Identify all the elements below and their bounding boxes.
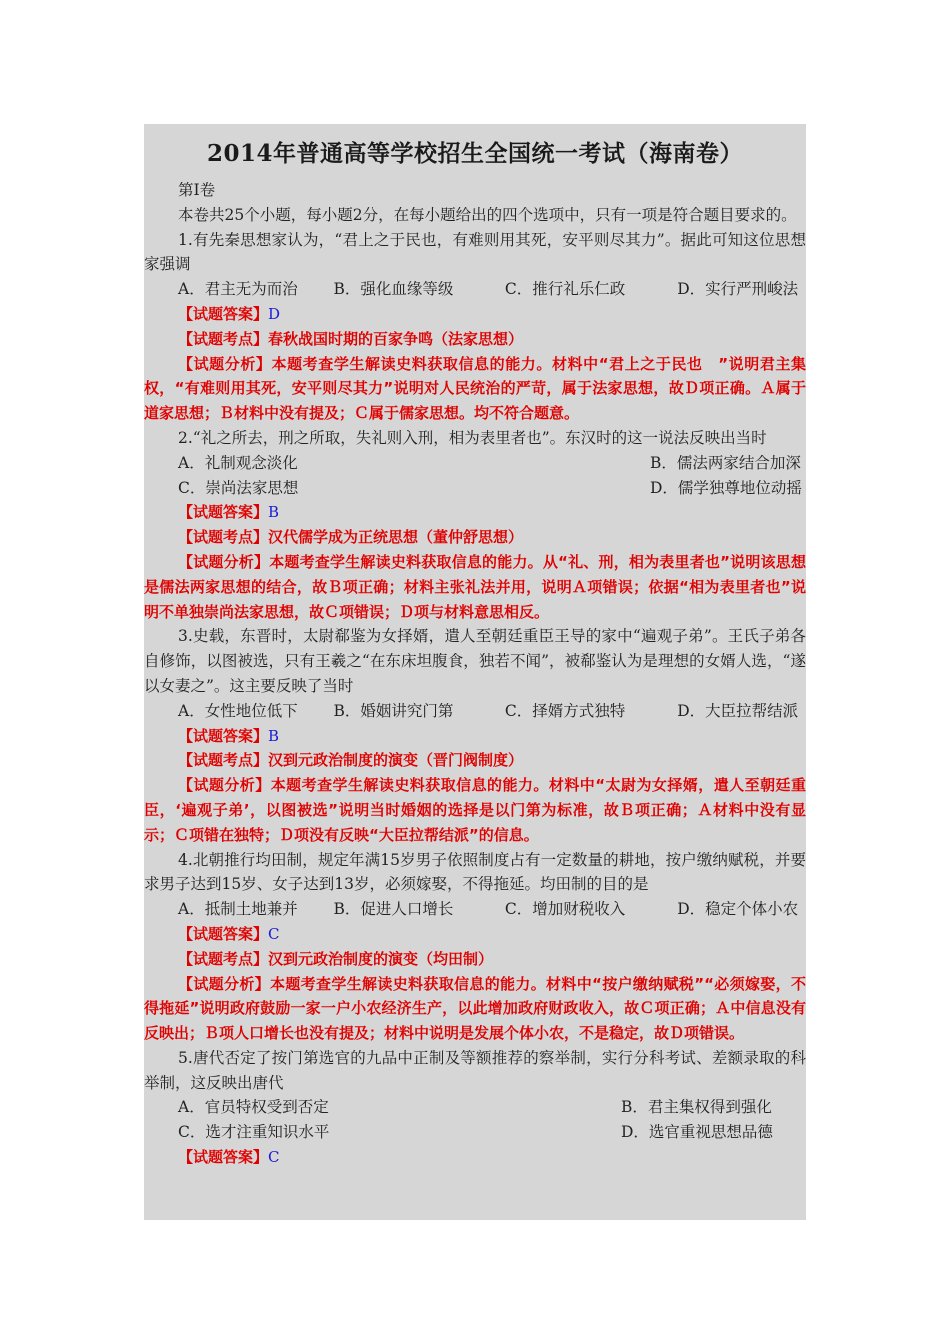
- answer-label: 【试题答案】: [178, 726, 269, 745]
- point-value: 春秋战国时期的百家争鸣（法家思想）: [268, 329, 524, 348]
- options-row: [144, 476, 806, 501]
- analysis-paragraph: [144, 972, 806, 1046]
- question-stem: 1.有先秦思想家认为，“君上之于民也，有难则用其死，安平则尽其力”。据此可知这位思想家强调: [144, 230, 806, 274]
- point-label: 【试题考点】: [178, 751, 269, 770]
- analysis-paragraph: [144, 550, 806, 624]
- point-value: 汉到元政治制度的演变（均田制）: [268, 949, 494, 968]
- options-row: [144, 277, 806, 302]
- analysis-text: 本题考查学生解读史料获取信息的能力。材料中“君上之于民也 ”说明君主集权，“有难则用其死，安平则尽其力”说明对人民统治的严苛，属于法家思想，故Ｄ项正确。Ａ属于道家思想；Ｂ材料中没有提及；Ｃ属于儒家思想。均不符合题意。: [144, 354, 806, 423]
- option-b: B．儒法两家结合加深: [650, 453, 801, 472]
- analysis-label: 【试题分析】: [178, 974, 271, 993]
- answer-value: C: [268, 924, 280, 943]
- answer-label: 【试题答案】: [178, 1148, 269, 1167]
- answer-value: C: [268, 1148, 280, 1167]
- analysis-text: 本题考查学生解读史料获取信息的能力。材料中“太尉为女择婿，遣人至朝廷重臣，‘遍观子弟’，以图被选”说明当时婚姻的选择是以门第为标准，故Ｂ项正确；Ａ材料中没有显示；Ｃ项错在独特；Ｄ项没有反映“大臣拉帮结派”的信息。: [144, 776, 806, 844]
- options-row: [144, 1095, 806, 1120]
- answer-label: 【试题答案】: [178, 503, 269, 522]
- option-c: C．选才注重知识水平: [178, 1123, 330, 1142]
- answer-value: B: [268, 503, 280, 522]
- point-line: [144, 525, 806, 550]
- analysis-paragraph: [144, 773, 806, 847]
- document-page: [144, 124, 806, 1220]
- option-d: D．稳定个体小农: [677, 900, 799, 919]
- option-d: D．选官重视思想品德: [621, 1123, 773, 1142]
- option-c: C．增加财税收入: [504, 900, 626, 919]
- option-b: B．婚姻讲究门第: [333, 701, 454, 720]
- point-value: 汉代儒学成为正统思想（董仲舒思想）: [268, 528, 524, 547]
- option-b: B．促进人口增长: [333, 900, 454, 919]
- intro-paragraph: 本卷共25个小题，每小题2分，在每小题给出的四个选项中，只有一项是符合题目要求的。: [178, 205, 797, 224]
- option-d: D．实行严刑峻法: [677, 280, 799, 299]
- question-stem: 2.“礼之所去，刑之所取，失礼则入刑，相为表里者也”。东汉时的这一说法反映出当时: [178, 428, 767, 447]
- answer-label: 【试题答案】: [178, 924, 269, 943]
- option-a: A．抵制土地兼并: [178, 900, 298, 919]
- analysis-label: 【试题分析】: [178, 552, 270, 571]
- option-c: C．推行礼乐仁政: [504, 280, 626, 299]
- analysis-text: 本题考查学生解读史料获取信息的能力。材料中“按户缴纳赋税”“必须嫁娶，不得拖延”说明政府鼓励一家一户小农经济生产，以此增加政府财政收入，故Ｃ项正确；Ａ中信息没有反映出；Ｂ项人口增长也没有提及；材料中说明是发展个体小农，不是稳定，故Ｄ项错误。: [144, 974, 806, 1043]
- point-label: 【试题考点】: [178, 528, 269, 547]
- analysis-text: 本题考查学生解读史料获取信息的能力。从“礼、刑，相为表里者也”说明该思想是儒法两家思想的结合，故Ｂ项正确；材料主张礼法并用，说明Ａ项错误；依据“相为表里者也”说明不单独崇尚法家思想，故Ｃ项错误；Ｄ项与材料意思相反。: [144, 552, 806, 621]
- point-label: 【试题考点】: [178, 949, 269, 968]
- option-c: C．择婿方式独特: [504, 701, 626, 720]
- point-line: [144, 748, 806, 773]
- options-row: [144, 699, 806, 724]
- answer-line: [144, 724, 806, 749]
- option-d: D．儒学独尊地位动摇: [650, 478, 802, 497]
- point-value: 汉到元政治制度的演变（晋门阀制度）: [268, 751, 524, 770]
- section-heading: 第Ⅰ卷: [178, 181, 216, 199]
- question-stem: 4.北朝推行均田制，规定年满15岁男子依照制度占有一定数量的耕地，按户缴纳赋税，并要求男子达到15岁、女子达到13岁，必须嫁娶，不得拖延。均田制的目的是: [144, 850, 806, 894]
- point-label: 【试题考点】: [178, 329, 269, 348]
- answer-line: [144, 302, 806, 327]
- answer-value: B: [268, 726, 280, 745]
- answer-line: [144, 1145, 806, 1170]
- question-stem: 3.史载，东晋时，太尉郗鉴为女择婿，遣人至朝廷重臣王导的家中“遍观子弟”。王氏子弟各自修饰，以图被选，只有王羲之“在东床坦腹食，独若不闻”，被郗鉴认为是理想的女婿人选，“遂以女妻之”。这主要反映了当时: [144, 627, 806, 695]
- option-a: A．女性地位低下: [178, 701, 298, 720]
- analysis-label: 【试题分析】: [178, 354, 272, 373]
- point-line: [144, 327, 806, 352]
- option-b: B．强化血缘等级: [333, 280, 454, 299]
- options-row: [144, 451, 806, 476]
- option-a: A．礼制观念淡化: [178, 453, 298, 472]
- answer-line: [144, 922, 806, 947]
- analysis-label: 【试题分析】: [178, 776, 271, 795]
- option-a: A．官员特权受到否定: [178, 1098, 329, 1117]
- question-stem: 5.唐代否定了按门第选官的九品中正制及等额推荐的察举制，实行分科考试、差额录取的科举制，这反映出唐代: [144, 1048, 806, 1092]
- analysis-paragraph: [144, 352, 806, 426]
- options-row: [144, 1120, 806, 1145]
- answer-label: 【试题答案】: [178, 304, 269, 323]
- answer-value: D: [268, 304, 281, 323]
- option-d: D．大臣拉帮结派: [677, 701, 799, 720]
- option-b: B．君主集权得到强化: [621, 1098, 772, 1117]
- options-row: [144, 897, 806, 922]
- page-title: 2014年普通高等学校招生全国统一考试（海南卷）: [206, 140, 743, 167]
- point-line: [144, 947, 806, 972]
- option-a: A．君主无为而治: [178, 280, 298, 299]
- answer-line: [144, 500, 806, 525]
- option-c: C．崇尚法家思想: [178, 478, 299, 497]
- document-content: [144, 124, 806, 1170]
